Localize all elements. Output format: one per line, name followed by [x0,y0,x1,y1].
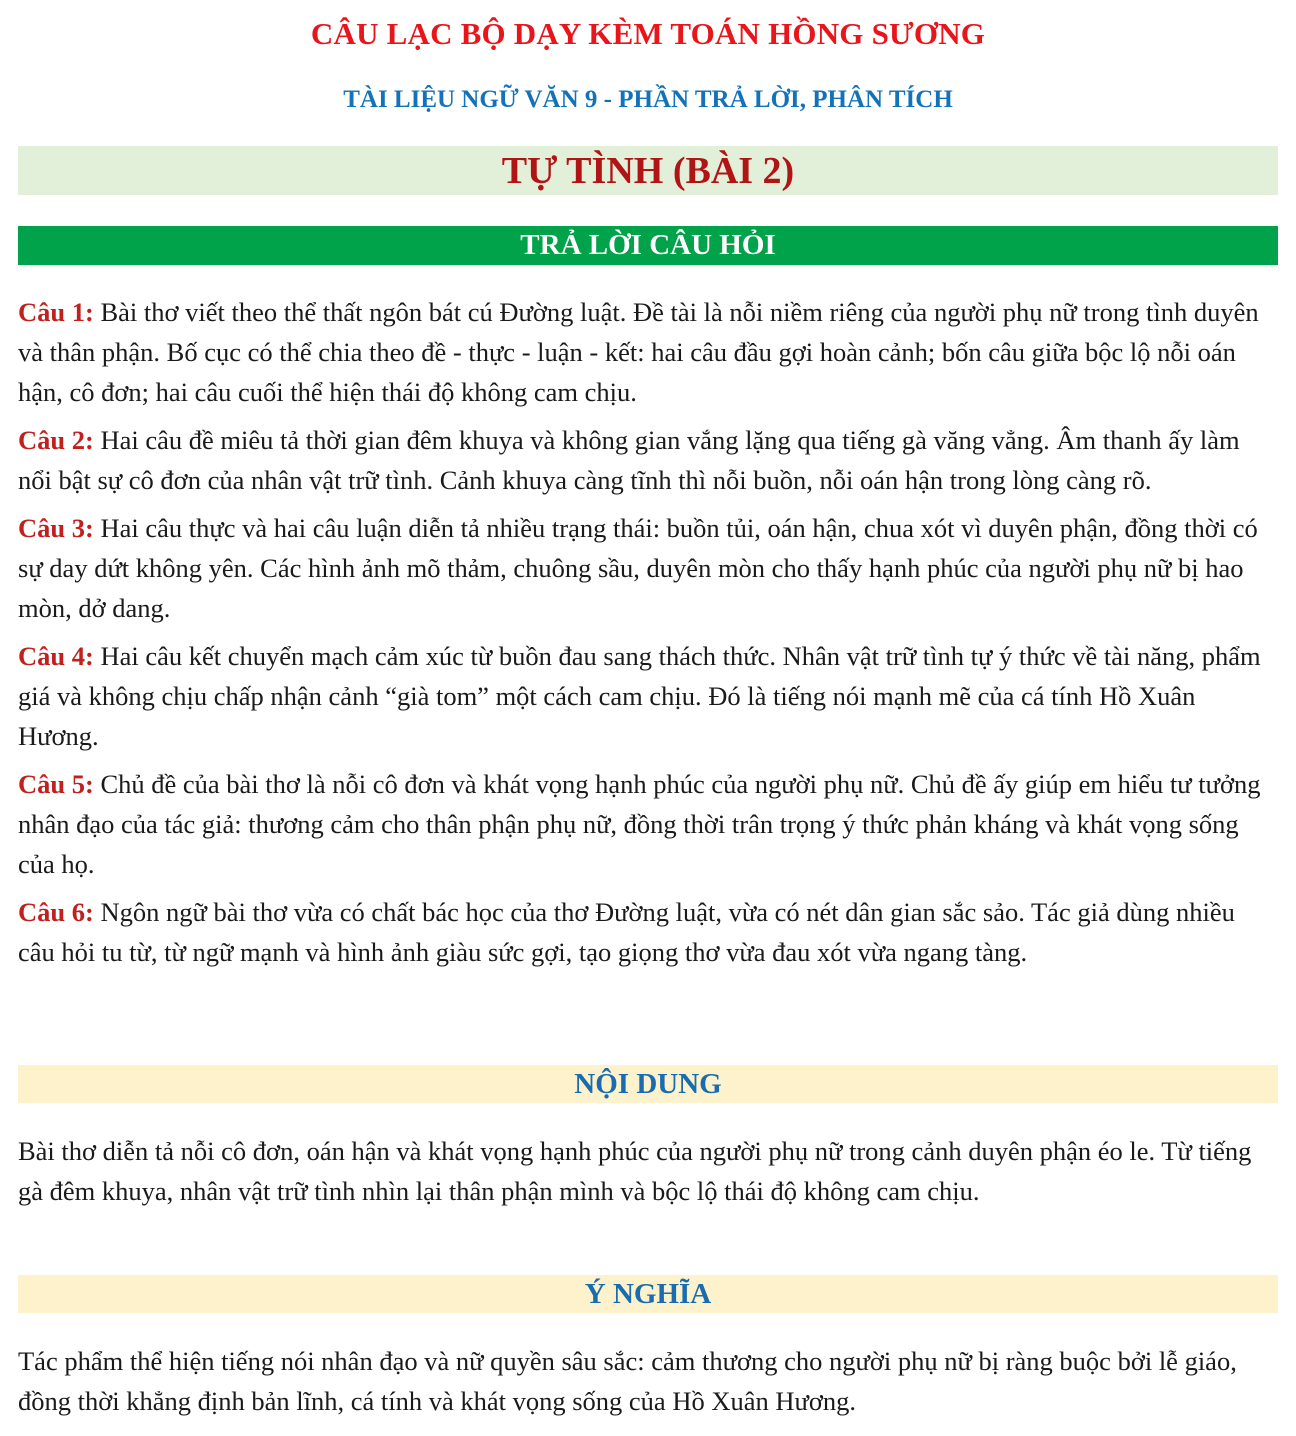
answer-item [18,508,1278,628]
document-subtitle: TÀI LIỆU NGỮ VĂN 9 - PHẦN TRẢ LỜI, PHÂN TÍCH [343,86,953,113]
answers-section-heading: TRẢ LỜI CÂU HỎI [520,229,776,261]
answer-text: Bài thơ viết theo thể thất ngôn bát cú Đường luật. Đề tài là nỗi niềm riêng của người phụ nữ trong tình duyên và thân phận. Bố cục có thể chia theo đề - thực - luận - kết: hai câu đầu gợi hoàn cảnh; bốn câu giữa bộc lộ nỗi oán hận, cô đơn; hai câu cuối thể hiện thái độ không cam chịu. [18,297,1259,407]
answer-item [18,892,1278,972]
meaning-section-banner [18,1275,1278,1313]
question-label: Câu 4: [18,641,94,671]
question-label: Câu 1: [18,297,94,327]
question-label: Câu 2: [18,425,94,455]
content-paragraph: Bài thơ diễn tả nỗi cô đơn, oán hận và khát vọng hạnh phúc của người phụ nữ trong cảnh duyên phận éo le. Từ tiếng gà đêm khuya, nhân vật trữ tình nhìn lại thân phận mình và bộc lộ thái độ không cam chịu. [18,1136,1252,1206]
answers-section-banner [18,226,1278,265]
answer-item [18,764,1278,884]
answer-item [18,292,1278,412]
main-title-banner [18,146,1278,195]
question-label: Câu 5: [18,769,94,799]
meaning-paragraph: Tác phẩm thể hiện tiếng nói nhân đạo và nữ quyền sâu sắc: cảm thương cho người phụ nữ bị ràng buộc bởi lễ giáo, đồng thời khẳng định bản lĩnh, cá tính và khát vọng sống của Hồ Xuân Hương. [18,1346,1237,1416]
answer-text: Hai câu kết chuyển mạch cảm xúc từ buồn đau sang thách thức. Nhân vật trữ tình tự ý thức về tài năng, phẩm giá và không chịu chấp nhận cảnh “già tom” một cách cam chịu. Đó là tiếng nói mạnh mẽ của cá tính Hồ Xuân Hương. [18,641,1261,751]
club-title: CÂU LẠC BỘ DẠY KÈM TOÁN HỒNG SƯƠNG [310,16,986,51]
meaning-section-heading: Ý NGHĨA [584,1277,712,1310]
answer-text: Chủ đề của bài thơ là nỗi cô đơn và khát vọng hạnh phúc của người phụ nữ. Chủ đề ấy giúp em hiểu tư tưởng nhân đạo của tác giả: thương cảm cho thân phận phụ nữ, đồng thời trân trọng ý thức phản kháng và khát vọng sống của họ. [18,769,1261,879]
question-label: Câu 3: [18,513,94,543]
answer-text: Hai câu đề miêu tả thời gian đêm khuya và không gian vắng lặng qua tiếng gà văng vẳng. Âm thanh ấy làm nổi bật sự cô đơn của nhân vật trữ tình. Cảnh khuya càng tĩnh thì nỗi buồn, nỗi oán hận trong lòng càng rõ. [18,425,1240,495]
answer-item [18,420,1278,500]
answer-text: Hai câu thực và hai câu luận diễn tả nhiều trạng thái: buồn tủi, oán hận, chua xót vì duyên phận, đồng thời có sự day dứt không yên. Các hình ảnh mõ thảm, chuông sầu, duyên mòn cho thấy hạnh phúc của người phụ nữ bị hao mòn, dở dang. [18,513,1258,623]
question-label: Câu 6: [18,897,94,927]
answer-text: Ngôn ngữ bài thơ vừa có chất bác học của thơ Đường luật, vừa có nét dân gian sắc sảo. Tác giả dùng nhiều câu hỏi tu từ, từ ngữ mạnh và hình ảnh giàu sức gợi, tạo giọng thơ vừa đau xót vừa ngang tàng. [18,897,1235,967]
answers-list [18,292,1278,980]
answer-item [18,636,1278,756]
content-section-heading: NỘI DUNG [574,1067,722,1100]
content-section-banner [18,1065,1278,1103]
main-title: TỰ TÌNH (BÀI 2) [501,149,795,192]
